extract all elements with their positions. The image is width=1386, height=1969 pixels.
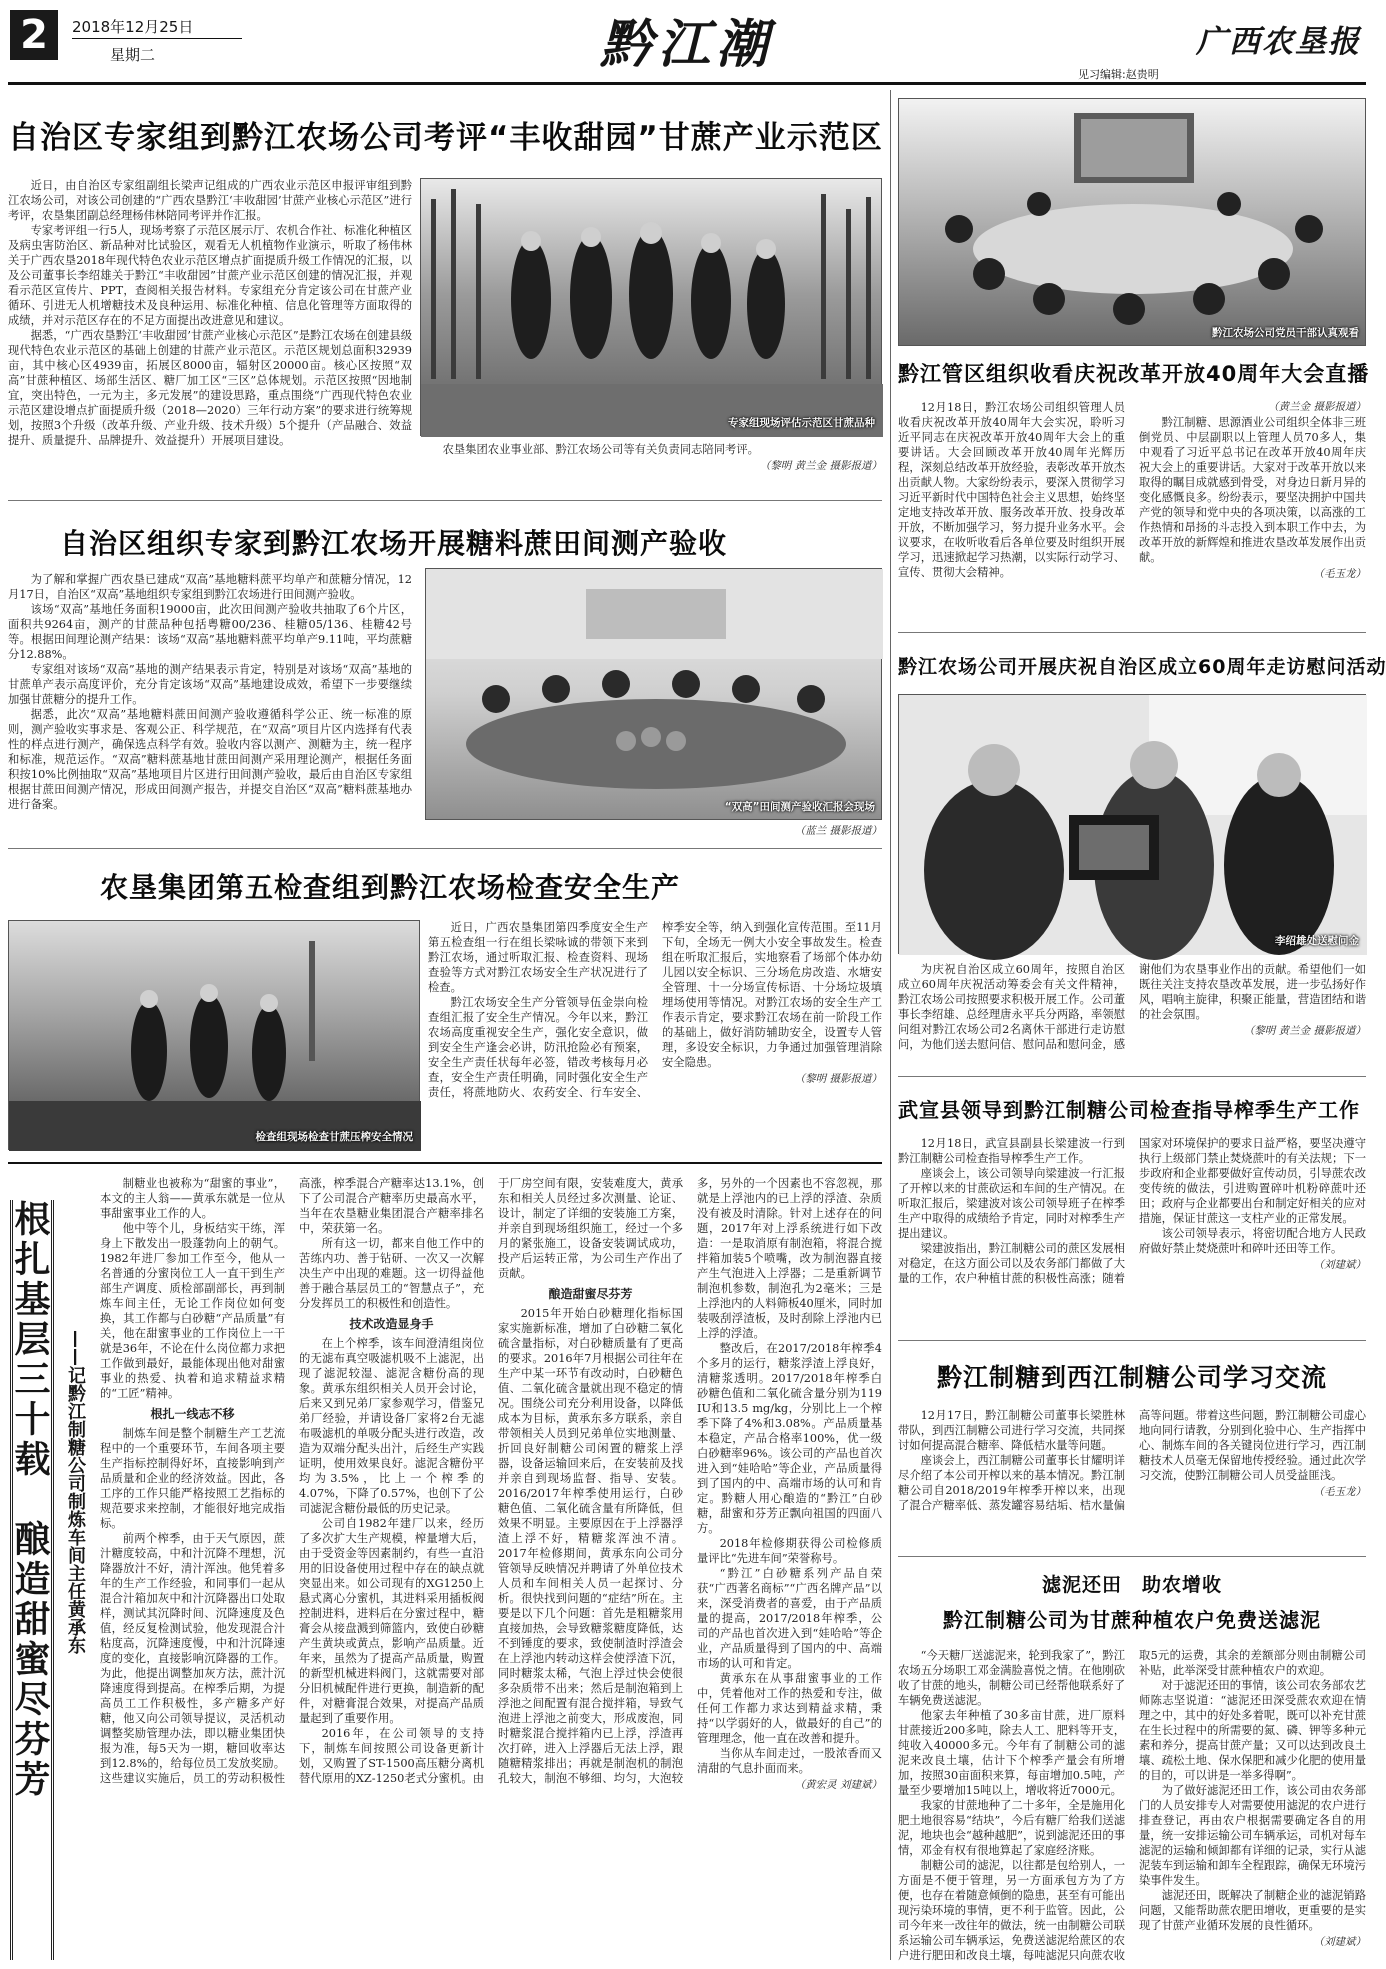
- photo-caption: 检查组现场检查甘蔗压榨安全情况: [255, 1131, 413, 1143]
- photo-illustration: [421, 179, 883, 437]
- kicker-mud-return: 滤泥还田 助农增收: [1041, 1574, 1222, 1596]
- feature-body: 制糖业也被称为“甜蜜的事业”，本文的主人翁——黄承东就是一位从事甜蜜事业工作的人。 他中等个儿，身板结实干练，浑身上下散发出一股蓬勃向上的朝气。1982年进厂参加工作至今，他从一名普通的分蜜岗位工人一直干到生产部生产调度、质检部副部长，再到制炼车间主任，无论工作岗位如何变换，其工作都与白砂糖“产品质量”有关，他在甜蜜事业的工作岗位上一干就是36年，不论在什么岗位都力求把工作做到最好，最能体现出他对甜蜜事业的热爱、执着和追求精益求精的“工匠”精神。 根扎一线志不移 制炼车间是整个制糖生产工艺流程中的一个重要环节，车间各项主要生产指标控制得好坏，直接影响到产品质量和企业的经济效益。因此，各工序的工作只能严格按照工艺指标的规范要求来控制，才能很好地完成指标。 前两个榨季，由于天气原因，蔗汁糖度较高，中和汁沉降不理想，沉降器放汁不好，清汁浑浊。他凭着多年的生产工作经验，和同事们一起从混合汁箱加灰中和汁沉降器出口处取样，测试其沉降时间、沉降速度及色值，经反复检测试验，他发现混合汁粘度高，沉降速度慢，中和汁沉降速度的变化，直接影响沉降器的工作。为此，他提出调整加灰方法，蔗汁沉降速度得到提高。在榨季后期，为提高员工工作积极性，多产糖多产好糖，他又向公司领导提议，灵活机动调整奖励管理办法，即以糖业集团快报为准，每5天为一期，糖回收率达到12.8%的，给每位员工发放奖励。这些建议实施后，员工的劳动积极性高涨，榨季混合产糖率达13.1%，创下了公司混合产糖率历史最高水平，当年在农垦糖业集团混合产糖率排名中，荣获第一名。 所有这一切，都来自他工作中的苦练内功、善于钻研、一次又一次解决生产中出现的难题。这一切得益他善于融合基层员工的“智慧点子”，充分发挥员工的积极性和创造性。 技术改造显身手 在上个榨季，该车间澄清组岗位的无滤布真空吸滤机吸不上滤泥，出现了滤泥较湿、滤泥含糖份高的现象。黄承东组织相关人员开会讨论，后来又到兄弟厂家参观学习，借鉴兄弟厂经验，并请设备厂家将2台无滤布吸滤机的单吸分配头进行改造，改造为双端分配头出汁，后经生产实践证明，使用效果良好。滤泥含糖份平均为3.5%，比上一个榨季的4.07%，下降了0.57%，也创下了公司滤泥含糖份最低的历史记录。 公司自1982年建厂以来，经历了多次扩大生产规模，榨量增大后，由于受资金等因素制约，有些一直沿用的旧设备使用过程中存在的缺点就突显出来。如公司现有的XG1250上悬式离心分蜜机，其进料采用插板阀控制进料，进料后在分蜜过程中，糖膏会从接盘溅到筛篮内，致使白砂糖产生黄块或黄点，影响产品质量。近年来，虽然为了提高产品质量，购置的新型机械进料阀门，这就需要对部分旧机械配件进行更换，制造新的配件，对糖膏混合效果，对提高产品质量起到了重要作用。 2016年，在公司领导的支持下，制炼车间按照公司设备更新计划，又购置了ST-1500高压糖分离机替代原用的XZ-1250老式分蜜机。由于厂房空间有限，安装难度大，黄承东和相关人员经过多次测量、论证、设计，制定了详细的安装施工方案，并亲自到现场组织施工，经过一个多月的紧张施工，设备安装调试成功，投产后运转正常，为公司生产作出了贡献。 酿造甜蜜尽芬芳 2015年开始白砂糖理化指标国家实施新标准，增加了白砂糖二氧化硫含量指标，对白砂糖质量有了更高的要求。2016年7月根据公司往年在生产中某一环节有改动时，白砂糖色值、二氧化硫含量就出现不稳定的情况。围绕公司充分利用设备，以降低成本为目标，黄承东多方联系，亲自带领相关人员到兄弟单位实地测量、折回良好制糖公司闲置的糖浆上浮器，设备运输回来后，在安装前及找并亲自到现场监督、指导、安装。2016/2017年榨季使用运行，白砂糖色值、二氧化硫含量有所降低，但效果不明显。主要原因在于上浮器浮渣上浮不好，精糖浆浑浊不清。2017年检修期间，黄承东向公司分管领导反映情况并聘请了外单位技术人员和车间相关人员一起探讨、分析。很快找到问题的“症结”所在。主要是以下几个问题：首先是粗糖浆用直接加热，会导致糖浆糖度降低，达不到锤度的要求，致使制渣时浮渣会在上浮池内转动这样会使浮渣下沉，同时糖浆太稀，气泡上浮过快会使很多杂质带不出来；然后是制泡箱到上浮池之间配置有混合搅拌箱，导致气泡进上浮池之前变大，形成废泡，同时糖浆混合搅拌箱内已上浮，浮渣再次打碎，进入上浮器后无法上浮，跟随糖精浆排出；再就是制泡机的制泡孔较大，制泡不够细、均匀，大泡较多，另外的一个因素也不容忽视，那就是上浮池内的已上浮的浮渣、杂质没有被及时清除。针对上述存在的问题，2017年对上浮系统进行如下改造：一是取消原有制泡箱，将混合搅拌箱加装5个喷嘴，改为制泡器直接产生气泡进入上浮器；二是重新调节制泡机参数，制泡孔为2毫米；三是上浮池内的人料筛板40厘米，同时加装吸刮浮渣板，及时刮除上浮池内已上浮的浮渣。 整改后，在2017/2018年榨季4个多月的运行，糖浆浮渣上浮良好，清糖浆透明。2017/2018年榨季白砂糖色值和二氧化硫含量分别为119 IU和13.5 mg/kg，分别比上一个榨季下降了4%和3.08%。产品质量基本稳定，产品合格率100%，优一级白砂糖率96%。该公司的产品也首次进入到“娃哈哈”等企业，产品质量得到了国内的中、高端市场的认可和肯定。黔糖人用心酿造的“黔江”白砂糖，甜蜜和芬芳正飘向祖国的四面八方。 2018年检修期获得公司检修质量评比“先进车间”荣誉称号。 “黔江”白砂糖系列产品自荣获“广西著名商标”“广西名牌产品”以来，深受消费者的喜爱，由于产品质量的提高，2017/2018年榨季，公司的产品也首次进入到“娃哈哈”等企业，产品质量得到了国内的中、高端市场的认可和肯定。 黄承东在从事甜蜜事业的工作中，凭着他对工作的热爱和专注，做任何工作都力求达到精益求精，秉持“以学弱好的人，做最好的自己”的管理理念，他一直在改善和提升。 当你从车间走过，一股浓香而又清甜的气息扑面而来。 （黄宏灵 刘建斌）: [100, 1177, 882, 1791]
- feature-subheading: 酿造甜蜜尽芬芳: [548, 1287, 633, 1301]
- article-body: 12月18日，黔江农场公司组织管理人员收看庆祝改革开放40周年大会实况，聆听习近平同志在庆祝改革开放40周年大会上的重要讲话。大会回顾改革开放40周年光辉历程，深刻总结改革开放经验，表彰改革开放杰出贡献人物。大家纷纷表示，要深入贯彻学习习近平新时代中国特色社会主义思想，始终坚定地支持改革开放、服务改革开放、投身改革开放，不断加强学习，努力提升业务水平。会议要求，在收听收看后各单位要及时组织开展学习，迅速掀起学习热潮，以实际行动学习、宣传、贯彻大会精神。 （黄兰金 摄影报道） 黔江制糖、思源酒业公司组织全体非三班倒党员、中层副职以上管理人员70多人，集中观看了习近平总书记在改革开放40周年庆祝大会上的重要讲话。大家对于改革开放以来取得的瞩目成就感到骨受，对身边日新月异的变化感慨良多。纷纷表示，要坚决拥护中国共产党的领导和党中央的各项决策，以高涨的工作热情和昂扬的斗志投入到本职工作中去，为改革开放的新辉煌和推进农垦改革发展作出贡献。 （毛玉龙）: [898, 401, 1366, 580]
- article-body: 12月18日，武宣县副县长梁建波一行到黔江制糖公司检查指导榨季生产工作。 座谈会上，该公司领导向梁建波一行汇报了开榨以来的甘蔗砍运和车间的生产情况。在听取汇报后，梁建波对该公司领导班子在榨季生产中取得的成绩给予肯定，同时对榨季生产提出建议。 梁建波指出，黔江制糖公司的蔗区发展相对稳定，在这方面公司以及农务部门都做了大量的工作，农户种植甘蔗的积极性高涨；随着国家对环境保护的要求日益严格，要坚决遵守执行上级部门禁止焚烧蔗叶的有关法规；下一步政府和企业都要做好宣传动员，引导蔗农改变传统的做法，引进购置碎叶机粉碎蔗叶还田；政府与企业都要出台和制定好相关的应对措施，保证甘蔗这一支柱产业的正常发展。 该公司领导表示，将密切配合地方人民政府做好禁止焚烧蔗叶和碎叶还田等工作。 （刘建斌）: [898, 1137, 1366, 1285]
- headline-xijiang-exchange: 黔江制糖到西江制糖公司学习交流: [936, 1363, 1327, 1392]
- photo-livestream-hall: [898, 98, 1366, 346]
- photo-illustration: [899, 99, 1367, 347]
- article-body: 为庆祝自治区成立60周年，按照自治区成立60周年庆祝活动筹委会有关文件精神，黔江农场公司按照要求积极开展工作。公司董事长李绍雄、总经理唐永平兵分两路，率领慰问组对黔江农场公司2名离休干部进行走访慰问，为他们送去慰问信、慰问品和慰问金，感谢他们为农垦事业作出的贡献。希望他们一如既往关注支持农垦改革发展，进一步弘扬好作风，唱响主旋律，积聚正能量，营造团结和谐的社会氛围。 （黎明 黄兰金 摄影报道）: [898, 963, 1366, 1051]
- photo-credit: （黎明 黄兰金 摄影报道）: [759, 460, 882, 472]
- photo-credit: （黄兰金 摄影报道）: [1268, 401, 1366, 413]
- editor-credit: 见习编辑:赵贵明: [1078, 68, 1159, 81]
- photo-sugarcane-field: [420, 178, 882, 436]
- headline-yield-test: 自治区组织专家到黔江农场开展糖料蔗田间测产验收: [60, 527, 728, 560]
- photo-credit: （黎明 黄兰金 摄影报道）: [1243, 1025, 1366, 1037]
- article-credit: （毛玉龙）: [1313, 568, 1366, 580]
- photo-caption: “双高”田间测产验收汇报会现场: [724, 801, 875, 813]
- photo-illustration: [9, 921, 421, 1151]
- article-body: 近日，由自治区专家组副组长梁声记组成的广西农业示范区申报评审组到黔江农场公司，对该公司创建的“广西农垦黔江‘丰收甜园’甘蔗产业核心示范区”进行考评，农垦集团副总经理杨伟林陪同考评并作汇报。 专家考评组一行5人，现场考察了示范区展示厅、农机合作社、标准化种植区及病虫害防治区、新品种对比试验区，观看无人机植物作业演示，听取了杨伟林关于广西农垦2018年现代特色农业示范区增点扩面提质升级工作情况的汇报，以及公司董事长李绍雄关于黔江“丰收甜园”甘蔗产业示范区创建的情况汇报，并观看示范区宣传片、PPT，查阅相关报告材料。专家组充分肯定该公司在甘蔗产业循环、引进无人机增糖技术及良种运用、标准化种植、信息化管理等方面取得的成绩，并对示范区存在的不足方面提出改进意见和建议。 据悉，“广西农垦黔江‘丰收甜园’甘蔗产业核心示范区”是黔江农场在创建县级现代特色农业示范区的基础上创建的甘蔗产业示范区。示范区规划总面积32939亩，其中核心区4939亩，拓展区8000亩，辐射区20000亩。核心区按照“双高”甘蔗种植区、场部生活区、糖厂加工区“三区”总体规划。示范区按照“因地制宜，突出特色，一元为主，多元发展”的建设思路，重点围绕“广西现代特色农业示范区建设增点扩面提质升级（2018—2020）三年行动方案”的要求进行统筹规划，按照3个升级（改革升级、产业升级、技术升级）5个提升（产品融合、效益提升、质量提升、品牌提升、效益提升）开展项目建设。: [8, 179, 412, 447]
- page-number-badge: 2: [10, 10, 58, 60]
- photo-credit: （蓝兰 摄影报道）: [794, 825, 882, 837]
- article-body: 为了解和掌握广西农垦已建成“双高”基地糖料蔗平均单产和蔗糖分情况，12月17日，自治区“双高”基地组织专家组到黔江农场进行田间测产验收。 该场“双高”基地任务面积19000亩，此次田间测产验收共抽取了6个片区，面积共9264亩，测产的甘蔗品种包括粤糖00/236、桂糖05/136、桂糖42号等。根据田间理论测产结果：该场“双高”基地糖料蔗平均单产9.11吨，平均蔗糖分12.88%。 专家组对该场“双高”基地的测产结果表示肯定，特别是对该场“双高”基地的甘蔗单产表示高度评价，充分肯定该场“双高”基地建设成效，希望下一步要继续加强甘蔗糖分的提升工作。 据悉，此次“双高”基地糖料蔗田间测产验收遵循科学公正、统一标准的原则，测产验收实事求是、客观公正、科学规范，在“双高”项目片区内选择有代表性的样点进行测产，确保选点科学有效。验收内容以测产、测糖为主，统一程序和标准，规范运作。“双高”糖料蔗基地甘蔗田间测产采用理论测产，根据任务面积按10%比例抽取“双高”基地项目片区进行田间测产验收，最后由自治区专家组根据甘蔗田间测产情况，形成田间测产报告，并提交自治区“双高”糖料蔗基地办进行备案。: [8, 573, 412, 811]
- photo-caption: 黔江农场公司党员干部认真观看: [1212, 327, 1359, 339]
- article-body: “今天糖厂送滤泥来，轮到我家了”，黔江农场五分场职工邓金满脸喜悦之情。在他刚砍收了甘蔗的地头，制糖公司已经帮他联系好了车辆免费送滤泥。 他家去年种植了30多亩甘蔗，进厂原料甘蔗接近200多吨，除去人工、肥料等开支，纯收入40000多元。今年有了制糖公司的滤泥来改良土壤，估计下个榨季产量会有所增加，按照30亩面积来算，每亩增加0.5吨，产量至少要增加15吨以上，增收将近7000元。 我家的甘蔗地种了二十多年，全是施用化肥土地很容易“结块”，今后有糖厂给我们送滤泥，地块也会“越种越肥”，说到滤泥还田的事情，邓金有权有很地算起了家庭经济账。 制糖公司的滤泥，以往都是包给别人，一方面是不便于管理，另一方面承包方为了方便，也存在着随意倾倒的隐患，甚至有可能出现污染环境的事情，更不利于监管。因此，公司今年来一改往年的做法，统一由制糖公司联系运输公司车辆承运，免费送滤泥给蔗区的农户进行肥田和改良土壤，每吨滤泥只向蔗农收取5元的运费，其余的差额部分则由制糖公司补贴，此举深受甘蔗种植农户的欢迎。 对于滤泥还田的事情，该公司农务部农艺师陈志坚说道：“滤泥还田深受蔗农欢迎在情理之中，其中的好处多着呢，既可以补充甘蔗在生长过程中的所需要的氮、磷、钾等多种元素和养分，提高甘蔗产量；又可以达到改良土壤、疏松土地、保水保肥和减少化肥的使用量的目的，可以讲是一举多得啊”。 为了做好滤泥还田工作，该公司由农务部门的人员安排专人对需要使用滤泥的农户进行排查登记，再由农户根据需要确定各自的用量，统一安排运输公司车辆承运，司机对每车滤泥的运输和倾卸都有详细的记录，实行从滤泥装车到运输和卸车全程跟踪，确保无环境污染事件发生。 滤泥还田，既解决了制糖企业的滤泥销路问题，又能帮助蔗农肥田增收，更重要的是实现了甘蔗产业循环发展的良性循环。 （刘建斌）: [898, 1649, 1366, 1962]
- article-credit: （刘建斌）: [1313, 1936, 1366, 1948]
- paper-name-logo: 广西农垦报: [1196, 24, 1361, 60]
- headline-safety-inspection: 农垦集团第五检查组到黔江农场检查安全生产: [100, 871, 681, 904]
- article-credit: （刘建斌）: [1313, 1259, 1366, 1271]
- headline-sugarcane-demo: 自治区专家组到黔江农场公司考评“丰收甜园”甘蔗产业示范区: [8, 120, 883, 156]
- feature-title-vertical: 根扎基层三十载 酿造甜蜜尽芬芳: [10, 1200, 54, 1960]
- feature-subtitle-vertical: ——记黔江制糖公司制炼车间主任黄承东: [65, 1330, 86, 1654]
- photo-illustration: [426, 569, 883, 821]
- photo-caption: 专家组现场评估示范区甘蔗品种: [728, 417, 875, 429]
- headline-anniversary-visit: 黔江农场公司开展庆祝自治区成立60周年走访慰问活动: [898, 656, 1386, 678]
- photo-condolence-visit: [898, 694, 1366, 954]
- article-credit: （毛玉龙）: [1313, 1486, 1366, 1498]
- feature-subheading: 根扎一线志不移: [150, 1407, 235, 1421]
- headline-mud-return: 黔江制糖公司为甘蔗种植农户免费送滤泥: [943, 1608, 1321, 1632]
- article-body-cont: 农垦集团农业事业部、黔江农场公司等有关负责同志陪同考评。 （黎明 黄兰金 摄影报道）: [420, 442, 882, 494]
- section-title: 黔江潮: [600, 14, 775, 75]
- photo-meeting-room: [425, 568, 882, 820]
- photo-credit-line: [425, 822, 882, 840]
- article-body: 近日，广西农垦集团第四季度安全生产第五检查组一行在组长梁咏诚的带领下来到黔江农场，通过听取汇报、检查资料、现场查验等方式对黔江农场安全生产状况进行了检查。 黔江农场安全生产分管领导伍金崇向检查组汇报了安全生产情况。今年以来，黔江农场高度重视安全生产，强化安全意识，做到安全生产逢会必讲，防汛抢险必有预案，安全生产责任状每年必签，错改考核每月必查，安全生产责任明确，同时强化安全生产责任，将蔗地防火、农药安全、行车安全、榨季安全等，纳入到强化宣传范围。至11月下旬，全场无一例大小安全事故发生。检查组在听取汇报后，实地察看了场部个体办幼儿园以安全标识、三分场危房改造、水塘安全管理、十一分场宣传标语、十分场垃圾填埋场使用等情况。对黔江农场的安全生产工作表示肯定，要求黔江农场在前一阶段工作的基础上，做好消防辅助安全，设置专人管理，多设安全标识，力争通过加强管理消除安全隐患。 （黎明 摄影报道）: [428, 921, 882, 1099]
- photo-illustration: [899, 695, 1367, 955]
- issue-date: 2018年12月25日: [72, 18, 194, 36]
- article-credit: （黄宏灵 刘建斌）: [794, 1779, 882, 1791]
- photo-caption: 李绍雄处送慰问金: [1275, 935, 1359, 947]
- issue-weekday: 星期二: [110, 46, 156, 64]
- photo-credit: （黎明 摄影报道）: [794, 1073, 882, 1085]
- headline-wuxuan-visit: 武宣县领导到黔江制糖公司检查指导榨季生产工作: [898, 1098, 1360, 1122]
- photo-safety-inspection: [8, 920, 420, 1150]
- headline-livestream: 黔江管区组织收看庆祝改革开放40周年大会直播: [898, 362, 1370, 386]
- article-body: 12月17日，黔江制糖公司董事长梁胜林带队，到西江制糖公司进行学习交流，共同探讨如何提高混合糖率、降低桔水量等问题。 座谈会上，西江制糖公司董事长甘耀明详尽介绍了本公司开榨以来的基本情况。黔江制糖公司自2018/2019年榨季开榨以来，出现了混合产糖率低、蒸发罐容易结垢、桔水量偏高等问题。带着这些问题，黔江制糖公司虚心地向同行请教，分别到化验中心、生产指挥中心、制炼车间的各关键岗位进行学习，西江制糖技术人员毫无保留地传授经验。通过此次学习交流，使黔江制糖公司人员受益匪浅。 （毛玉龙）: [898, 1409, 1366, 1512]
- feature-subheading: 技术改造显身手: [349, 1317, 434, 1331]
